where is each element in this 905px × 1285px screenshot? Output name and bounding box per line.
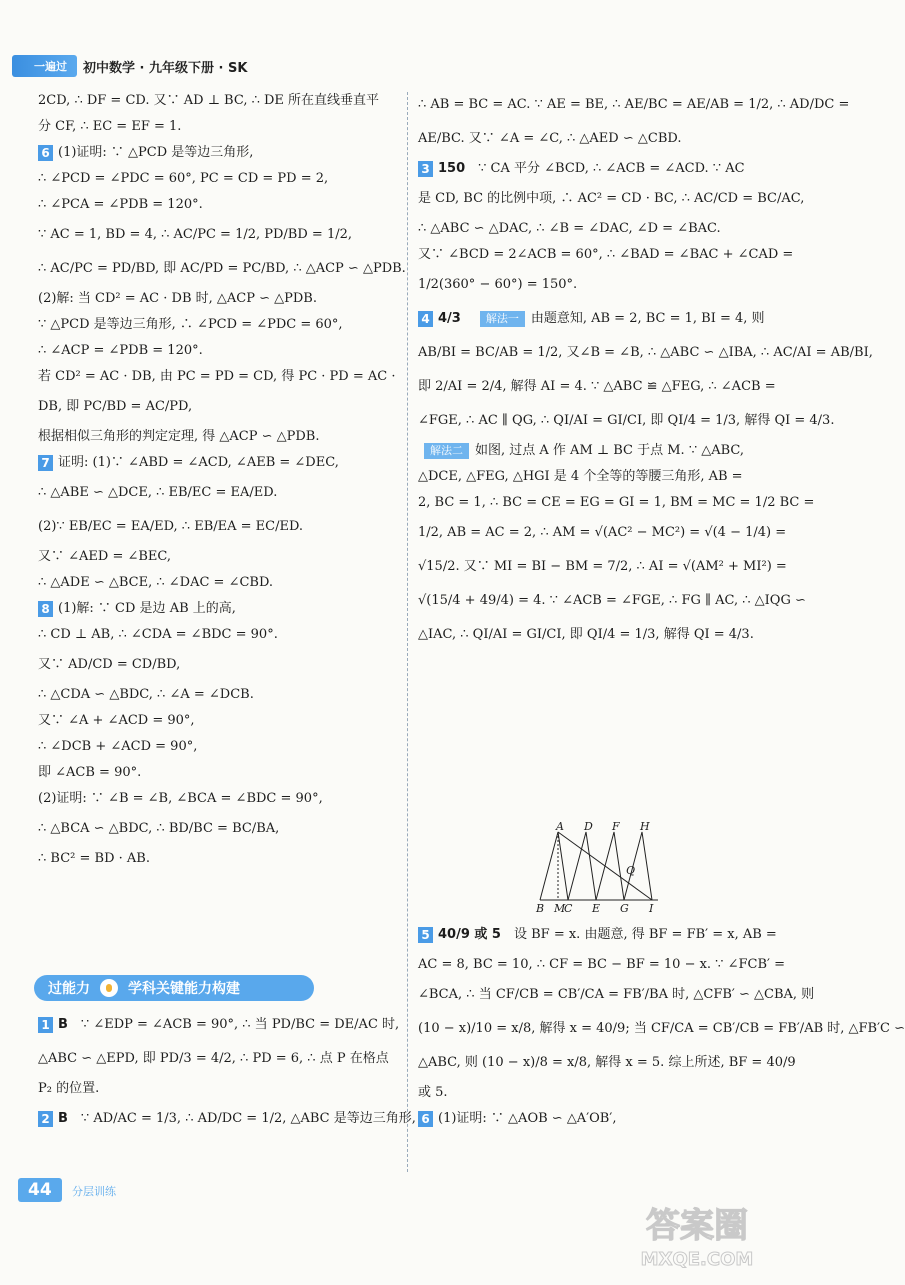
watermark-sub: MXQE.COM <box>640 1249 754 1270</box>
triangle-feg <box>596 832 624 900</box>
line-text: △DCE, △FEG, △HGI 是 4 个全等的等腰三角形, AB = <box>418 469 743 484</box>
line-text: 根据相似三角形的判定定理, 得 △ACP ∽ △PDB. <box>38 429 320 444</box>
line-text: 或 5. <box>418 1085 448 1100</box>
solution-line <box>38 166 403 192</box>
line-text: 分 CF, ∴ EC = EF = 1. <box>38 119 182 134</box>
solution-line <box>38 286 403 312</box>
solution-line <box>418 122 778 156</box>
book-title: 初中数学 · 九年级下册 · SK <box>83 60 248 76</box>
vertex-label: D <box>584 820 593 833</box>
line-text: (1)证明: ∵ △AOB ∽ △A′OB′, <box>438 1111 617 1126</box>
solution-line <box>418 1080 778 1106</box>
solution-line <box>418 336 873 370</box>
solution-line <box>38 648 403 682</box>
line-text: ∴ ∠PCD = ∠PDC = 60°, PC = CD = PD = 2, <box>38 171 329 186</box>
solution-line <box>418 1046 796 1080</box>
solution-line <box>38 364 403 390</box>
question-number: 3 <box>418 161 433 177</box>
solution-line <box>38 510 403 544</box>
left-column <box>38 88 406 872</box>
solution-line <box>38 622 403 648</box>
line-text: ∴ ∠PCA = ∠PDB = 120°. <box>38 197 203 212</box>
answer-value: 4/3 <box>438 311 461 326</box>
footer-label: 分层训练 <box>72 1185 116 1198</box>
method-tag: 解法二 <box>424 443 469 459</box>
line-text: 2CD, ∴ DF = CD. 又∵ AD ⊥ BC, ∴ DE 所在直线垂直平 <box>38 93 380 108</box>
solution-line <box>418 978 815 1012</box>
section-banner <box>34 975 314 1001</box>
right-column-lower <box>418 918 905 1132</box>
line-text: (2)解: 当 CD² = AC · DB 时, △ACP ∽ △PDB. <box>38 291 317 306</box>
line-text: ∴ CD ⊥ AB, ∴ ∠CDA = ∠BDC = 90°. <box>38 627 278 642</box>
watermark-logo <box>612 1193 782 1273</box>
solution-line <box>418 182 805 216</box>
brand-logo: 一遍过 <box>12 55 77 77</box>
line-text: ∠BCA, ∴ 当 CF/CB = CB′/CA = FB′/BA 时, △CFB′ ∽ △CBA, 则 <box>418 987 815 1002</box>
solution-line <box>38 88 403 114</box>
solution-line <box>418 516 787 550</box>
section-title-right: 学科关键能力构建 <box>128 981 240 997</box>
solution-line <box>418 464 778 490</box>
solution-line <box>418 618 778 652</box>
segment-ai <box>558 832 652 900</box>
solution-line <box>38 1102 416 1136</box>
solution-line <box>38 596 403 622</box>
question-number: 6 <box>418 1111 433 1127</box>
right-column <box>418 88 873 652</box>
solution-line <box>418 1106 778 1132</box>
line-text: △ABC, 则 (10 − x)/8 = x/8, 解得 x = 5. 综上所述, BF = 40/9 <box>418 1055 796 1070</box>
line-text: 即 ∠ACB = 90°. <box>38 765 142 780</box>
line-text: ∵ CA 平分 ∠BCD, ∴ ∠ACB = ∠ACD. ∵ AC <box>478 161 745 176</box>
triangle-abc <box>540 832 568 900</box>
solution-line <box>418 438 778 464</box>
solution-line <box>38 312 403 338</box>
solution-line <box>38 786 403 812</box>
solution-line <box>38 734 403 760</box>
answer-value: 150 <box>438 161 466 176</box>
line-text: 又∵ ∠BCD = 2∠ACB = 60°, ∴ ∠BAD = ∠BAC + ∠CAD = <box>418 247 794 262</box>
line-text: ∴ BC² = BD · AB. <box>38 851 150 866</box>
line-text: ∵ AC = 1, BD = 4, ∴ AC/PC = 1/2, PD/BD = 1/2, <box>38 227 352 242</box>
solution-line <box>418 490 815 516</box>
line-text: ∴ △ABE ∽ △DCE, ∴ EB/EC = EA/ED. <box>38 485 278 500</box>
line-text: 1/2, AB = AC = 2, ∴ AM = √(AC² − MC²) = √(4 − 1/4) = <box>418 525 787 540</box>
answer-value: B <box>58 1017 68 1032</box>
answer-value: 40/9 或 5 <box>438 927 501 942</box>
line-text: AC = 8, BC = 10, ∴ CF = BC − BF = 10 − x. ∵ ∠FCB′ = <box>418 957 785 972</box>
solution-line <box>38 682 403 708</box>
solution-line <box>418 1012 905 1046</box>
solution-line <box>38 1042 403 1076</box>
line-text: ∴ AC/PC = PD/BD, 即 AC/PD = PC/BD, ∴ △ACP ∽ △PDB. <box>38 261 406 276</box>
solution-line <box>38 1008 403 1042</box>
vertex-label: H <box>640 820 650 833</box>
vertex-label: E <box>592 902 601 915</box>
line-text: △IAC, ∴ QI/AI = GI/CI, 即 QI/4 = 1/3, 解得 QI = 4/3. <box>418 627 754 642</box>
line-text: ∴ AB = BC = AC. ∵ AE = BE, ∴ AE/BC = AE/AB = 1/2, ∴ AD/DC = <box>418 97 850 112</box>
question-number: 8 <box>38 601 53 617</box>
vertex-label: I <box>649 902 654 915</box>
vertex-label: C <box>564 902 573 915</box>
line-text: (1)证明: ∵ △PCD 是等边三角形, <box>58 145 254 160</box>
lightbulb-icon <box>100 979 118 997</box>
line-text: ∠FGE, ∴ AC ∥ QG, ∴ QI/AI = GI/CI, 即 QI/4 = 1/3, 解得 QI = 4/3. <box>418 413 835 428</box>
solution-line <box>38 390 403 424</box>
line-text: DB, 即 PC/BD = AC/PD, <box>38 399 193 414</box>
solution-line <box>38 140 403 166</box>
vertex-label: A <box>556 820 564 833</box>
solution-line <box>38 760 403 786</box>
vertex-label: M <box>554 902 566 915</box>
solution-line <box>38 708 403 734</box>
line-text: ∴ ∠DCB + ∠ACD = 90°, <box>38 739 198 754</box>
line-text: √15/2. 又∵ MI = BI − BM = 7/2, ∴ AI = √(AM² + MI²) = <box>418 559 787 574</box>
solution-line <box>38 812 403 846</box>
vertex-label: F <box>612 820 620 833</box>
line-text: (10 − x)/10 = x/8, 解得 x = 40/9; 当 CF/CA = CB′/CB = FB′/AB 时, △FB′C ∽ <box>418 1021 905 1036</box>
line-text: 2, BC = 1, ∴ BC = CE = EG = GI = 1, BM = MC = 1/2 BC = <box>418 495 815 510</box>
solution-line <box>418 550 787 584</box>
page-header <box>12 54 247 78</box>
solution-line <box>38 114 403 140</box>
line-text: AB/BI = BC/AB = 1/2, 又∠B = ∠B, ∴ △ABC ∽ △IBA, ∴ AC/AI = AB/BI, <box>418 345 873 360</box>
line-text: 又∵ AD/CD = CD/BD, <box>38 657 181 672</box>
line-text: (2)证明: ∵ ∠B = ∠B, ∠BCA = ∠BDC = 90°, <box>38 791 323 806</box>
line-text: 若 CD² = AC · DB, 由 PC = PD = CD, 得 PC · PD = AC · <box>38 369 396 384</box>
question-number: 4 <box>418 311 433 327</box>
watermark-text: 答案圈 <box>646 1206 748 1246</box>
point-q-label: Q <box>626 864 636 877</box>
solution-line <box>38 424 403 450</box>
line-text: 设 BF = x. 由题意, 得 BF = FB′ = x, AB = <box>513 927 777 942</box>
line-text: 又∵ ∠AED = ∠BEC, <box>38 549 172 564</box>
vertex-label: B <box>536 902 545 915</box>
solution-line <box>418 156 778 182</box>
line-text: ∴ △BCA ∽ △BDC, ∴ BD/BC = BC/BA, <box>38 821 280 836</box>
solution-line <box>38 218 403 252</box>
column-divider <box>407 92 408 1172</box>
method-tag: 解法一 <box>480 311 525 327</box>
left-column-lower <box>38 1008 416 1136</box>
line-text: AE/BC. 又∵ ∠A = ∠C, ∴ △AED ∽ △CBD. <box>418 131 682 146</box>
solution-line <box>418 242 794 268</box>
solution-line <box>418 268 778 302</box>
line-text: 由题意知, AB = 2, BC = 1, BI = 4, 则 <box>530 311 765 326</box>
solution-line <box>38 544 403 570</box>
solution-line <box>418 88 850 122</box>
question-number: 6 <box>38 145 53 161</box>
line-text: 即 2/AI = 2/4, 解得 AI = 4. ∵ △ABC ≌ △FEG, ∴ ∠ACB = <box>418 379 776 394</box>
question-number: 2 <box>38 1111 53 1127</box>
solution-line <box>418 584 806 618</box>
line-text: 如图, 过点 A 作 AM ⊥ BC 于点 M. ∵ △ABC, <box>475 443 745 458</box>
line-text: (2)∵ EB/EC = EA/ED, ∴ EB/EA = EC/ED. <box>38 519 304 534</box>
geometry-figure <box>534 820 664 915</box>
solution-line <box>38 450 403 476</box>
solution-line <box>418 370 778 404</box>
solution-line <box>38 338 403 364</box>
solution-line <box>418 952 785 978</box>
solution-line <box>418 918 778 952</box>
line-text: △ABC ∽ △EPD, 即 PD/3 = 4/2, ∴ PD = 6, ∴ 点 P 在格点 <box>38 1051 389 1066</box>
page-number: 44 <box>18 1178 62 1202</box>
line-text: (1)解: ∵ CD 是边 AB 上的高, <box>58 601 236 616</box>
question-number: 7 <box>38 455 53 471</box>
line-text: 是 CD, BC 的比例中项, ∴ AC² = CD · BC, ∴ AC/CD = BC/AC, <box>418 191 805 206</box>
line-text: ∵ △PCD 是等边三角形, ∴ ∠PCD = ∠PDC = 60°, <box>38 317 343 332</box>
line-text: ∴ △ABC ∽ △DAC, ∴ ∠B = ∠DAC, ∠D = ∠BAC. <box>418 221 721 236</box>
solution-line <box>38 252 406 286</box>
line-text: 又∵ ∠A + ∠ACD = 90°, <box>38 713 195 728</box>
section-title-left: 过能力 <box>48 981 90 997</box>
line-text: ∵ ∠EDP = ∠ACB = 90°, ∴ 当 PD/BC = DE/AC 时, <box>80 1017 400 1032</box>
answer-value: B <box>58 1111 68 1126</box>
line-text: ∴ ∠ACP = ∠PDB = 120°. <box>38 343 203 358</box>
line-text: ∴ △ADE ∽ △BCE, ∴ ∠DAC = ∠CBD. <box>38 575 274 590</box>
solution-line <box>418 404 835 438</box>
solution-line <box>418 302 778 336</box>
line-text: P₂ 的位置. <box>38 1081 100 1096</box>
solution-line <box>38 192 403 218</box>
line-text: √(15/4 + 49/4) = 4. ∵ ∠ACB = ∠FGE, ∴ FG ∥ AC, ∴ △IQG ∽ <box>418 593 806 608</box>
solution-line <box>38 846 403 872</box>
solution-line <box>38 570 403 596</box>
line-text: ∴ △CDA ∽ △BDC, ∴ ∠A = ∠DCB. <box>38 687 254 702</box>
solution-line <box>38 476 403 510</box>
line-text: 1/2(360° − 60°) = 150°. <box>418 277 578 292</box>
line-text: ∵ AD/AC = 1/3, ∴ AD/DC = 1/2, △ABC 是等边三角形, <box>80 1111 416 1126</box>
question-number: 5 <box>418 927 433 943</box>
solution-line <box>38 1076 403 1102</box>
line-text: 证明: (1)∵ ∠ABD = ∠ACD, ∠AEB = ∠DEC, <box>58 455 339 470</box>
vertex-label: G <box>620 902 629 915</box>
question-number: 1 <box>38 1017 53 1033</box>
solution-line <box>418 216 778 242</box>
